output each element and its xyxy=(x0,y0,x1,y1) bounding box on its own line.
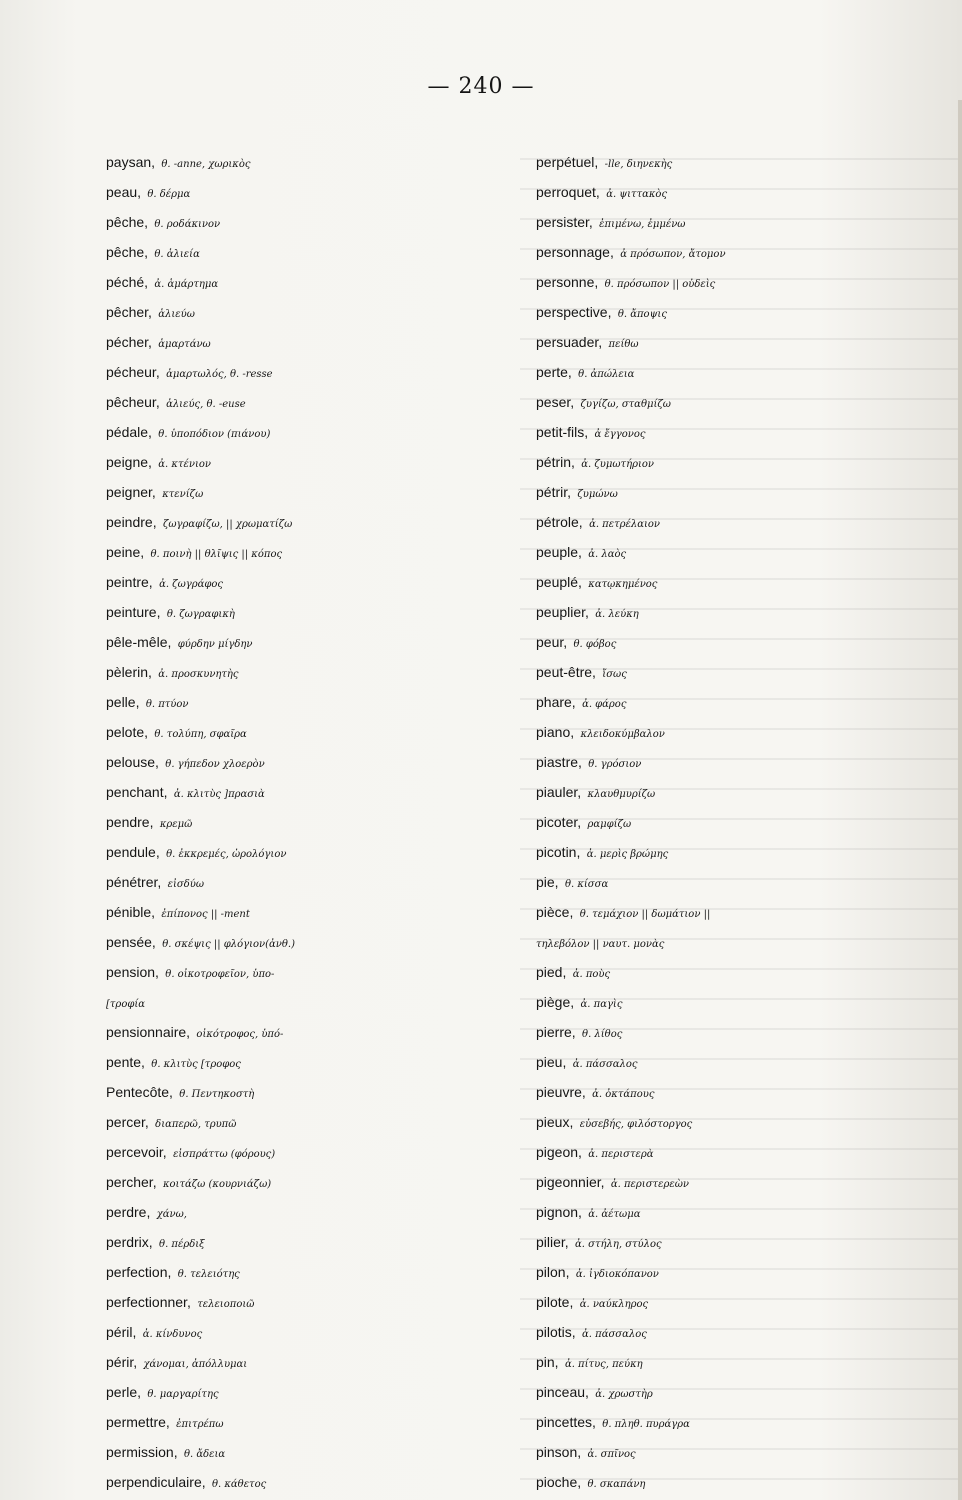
entry-definition: θ. λίθος xyxy=(582,1029,623,1040)
entry-definition: θ. Πεντηκοστὴ xyxy=(179,1089,255,1100)
entry-headword: permettre, xyxy=(106,1414,170,1430)
dictionary-entry xyxy=(536,805,956,835)
entry-headword: pendre, xyxy=(106,814,154,830)
entry-headword: picotin, xyxy=(536,844,581,860)
entry-headword: pêle-mêle, xyxy=(106,634,172,650)
dictionary-entry xyxy=(536,745,956,775)
entry-definition: θ. ἀπώλεια xyxy=(578,369,635,380)
entry-definition: ἀ. ἀέτωμα xyxy=(588,1209,641,1220)
entry-definition: ἁμαρτωλός, θ. -resse xyxy=(166,369,273,380)
dictionary-entry xyxy=(536,1345,956,1375)
dictionary-entry xyxy=(536,1255,956,1285)
entry-headword: Pentecôte, xyxy=(106,1084,173,1100)
entry-definition: ἀ. σπῖνος xyxy=(587,1449,636,1460)
entry-headword: pétrole, xyxy=(536,514,583,530)
dictionary-entry xyxy=(536,1045,956,1075)
entry-headword: pendule, xyxy=(106,844,160,860)
entry-headword: pigeonnier, xyxy=(536,1174,605,1190)
entry-headword: permission, xyxy=(106,1444,178,1460)
entry-headword: peigner, xyxy=(106,484,156,500)
entry-headword: perroquet, xyxy=(536,184,600,200)
entry-headword: perle, xyxy=(106,1384,142,1400)
entry-definition: θ. τελειότης xyxy=(177,1269,240,1280)
entry-headword: peser, xyxy=(536,394,575,410)
entry-headword: personne, xyxy=(536,274,599,290)
entry-definition: ἀ. πάσσαλος xyxy=(572,1059,638,1070)
entry-definition: θ. πληθ. πυράγρα xyxy=(602,1419,690,1430)
dictionary-entry xyxy=(106,1135,526,1165)
entry-definition: οἰκότροφος, ὑπό- xyxy=(196,1029,284,1040)
dictionary-entry xyxy=(536,235,956,265)
dictionary-entry xyxy=(536,1465,956,1495)
dictionary-entry xyxy=(536,415,956,445)
dictionary-entry xyxy=(536,925,956,955)
entry-headword: pêche, xyxy=(106,214,149,230)
entry-headword: peuplier, xyxy=(536,604,589,620)
entry-headword: piastre, xyxy=(536,754,582,770)
dictionary-entry xyxy=(536,625,956,655)
entry-headword: pétrin, xyxy=(536,454,575,470)
entry-headword: pente, xyxy=(106,1054,145,1070)
dictionary-entry xyxy=(536,835,956,865)
dictionary-entry xyxy=(106,1345,526,1375)
dictionary-entry xyxy=(106,475,526,505)
entry-definition: εἰσπράττω (φόρους) xyxy=(173,1149,276,1160)
entry-headword: péril, xyxy=(106,1324,137,1340)
entry-headword: pigeon, xyxy=(536,1144,582,1160)
entry-definition: τηλεβόλον || ναυτ. μονὰς xyxy=(536,939,665,950)
entry-headword: pédale, xyxy=(106,424,152,440)
entry-headword: pilotis, xyxy=(536,1324,576,1340)
entry-headword: perdre, xyxy=(106,1204,151,1220)
entry-headword: picoter, xyxy=(536,814,582,830)
dictionary-entry xyxy=(106,895,526,925)
dictionary-entry xyxy=(106,1465,526,1495)
entry-definition: εὐσεβής, φιλόστοργος xyxy=(579,1119,693,1130)
dictionary-entry xyxy=(536,595,956,625)
dictionary-entry xyxy=(536,355,956,385)
entry-definition: κλειδοκύμβαλον xyxy=(580,729,665,740)
entry-headword: péché, xyxy=(106,274,149,290)
entry-definition: θ. κίσσα xyxy=(564,879,609,890)
entry-definition: θ. ἄποψις xyxy=(617,309,667,320)
entry-definition: διαπερῶ, τρυπῶ xyxy=(155,1119,237,1130)
entry-headword: pension, xyxy=(106,964,159,980)
entry-headword: penchant, xyxy=(106,784,168,800)
entry-definition: ἀ. λαὸς xyxy=(588,549,627,560)
dictionary-entry xyxy=(536,1285,956,1315)
dictionary-entry xyxy=(106,535,526,565)
dictionary-entry xyxy=(106,445,526,475)
dictionary-entry xyxy=(536,685,956,715)
entry-definition: θ. ζωγραφικὴ xyxy=(166,609,235,620)
entry-definition: θ. ἄδεια xyxy=(183,1449,226,1460)
entry-definition: ἀ. ναύκληρος xyxy=(579,1299,649,1310)
entry-definition: θ. ὑποπόδιον (πιάνου) xyxy=(158,429,271,440)
entry-headword: peine, xyxy=(106,544,145,560)
dictionary-entry xyxy=(106,235,526,265)
dictionary-entry xyxy=(536,505,956,535)
dictionary-entry xyxy=(536,265,956,295)
entry-headword: peau, xyxy=(106,184,142,200)
entry-headword: pilier, xyxy=(536,1234,569,1250)
entry-headword: peigne, xyxy=(106,454,152,470)
entry-definition: θ. κλιτὺς [τροφος xyxy=(151,1059,241,1070)
dictionary-entry xyxy=(536,1135,956,1165)
dictionary-entry xyxy=(106,805,526,835)
dictionary-entry xyxy=(536,1075,956,1105)
dictionary-entry xyxy=(106,505,526,535)
entry-headword: persuader, xyxy=(536,334,603,350)
dictionary-entry xyxy=(106,355,526,385)
entry-definition: θ. σκέψις || φλόγιον(ἀνθ.) xyxy=(162,939,295,950)
entry-definition: θ. πτύον xyxy=(145,699,189,710)
entry-headword: pièce, xyxy=(536,904,574,920)
dictionary-entry xyxy=(536,445,956,475)
entry-definition: ἀ. ἁμάρτημα xyxy=(154,279,219,290)
entry-definition: χάνομαι, ἀπόλλυμαι xyxy=(143,1359,248,1370)
entry-definition: θ. ποινὴ || θλῖψις || κόπος xyxy=(150,549,283,560)
entry-headword: perte, xyxy=(536,364,572,380)
entry-definition: θ. σκαπάνη xyxy=(587,1479,646,1490)
entry-headword: pilote, xyxy=(536,1294,574,1310)
entry-definition: χάνω, xyxy=(156,1209,187,1220)
entry-definition: ἀ ἔγγονος xyxy=(594,429,646,440)
dictionary-entry xyxy=(536,325,956,355)
entry-definition: ἀ. κίνδυνος xyxy=(142,1329,203,1340)
entry-definition: ἀ. ποὺς xyxy=(572,969,611,980)
entry-headword: pêcheur, xyxy=(106,394,160,410)
dictionary-entry xyxy=(106,625,526,655)
entry-definition: ἐπιμένω, ἐμμένω xyxy=(599,219,686,230)
entry-definition: ἁλιεύω xyxy=(158,309,195,320)
entry-definition: κλαυθμυρίζω xyxy=(587,789,656,800)
dictionary-entry xyxy=(536,1375,956,1405)
entry-definition: εἰσδύω xyxy=(167,879,204,890)
entry-headword: pieuvre, xyxy=(536,1084,586,1100)
dictionary-entry xyxy=(536,985,956,1015)
entry-headword: pétrir, xyxy=(536,484,572,500)
entry-headword: pieu, xyxy=(536,1054,567,1070)
entry-definition: ἐπίπονος || -ment xyxy=(161,909,250,920)
dictionary-entry xyxy=(536,1315,956,1345)
entry-headword: perpétuel, xyxy=(536,154,599,170)
entry-headword: pinceau, xyxy=(536,1384,589,1400)
dictionary-entry xyxy=(106,1375,526,1405)
entry-definition: ἀ. πίτυς, πεύκη xyxy=(564,1359,643,1370)
entry-headword: percevoir, xyxy=(106,1144,167,1160)
entry-definition: ἁλιεύς, θ. -euse xyxy=(166,399,246,410)
entry-definition: θ. πέρδιξ xyxy=(159,1239,205,1250)
dictionary-entry xyxy=(106,685,526,715)
dictionary-entry xyxy=(106,1015,526,1045)
entry-headword: pêche, xyxy=(106,244,149,260)
entry-definition: ἀ. στήλη, στύλος xyxy=(575,1239,662,1250)
dictionary-entry xyxy=(106,205,526,235)
dictionary-entry xyxy=(536,955,956,985)
entry-definition: ζωγραφίζω, || χρωματίζω xyxy=(162,519,293,530)
entry-definition: κρεμῶ xyxy=(159,819,193,830)
entry-definition: ἀ. πάσσαλος xyxy=(582,1329,647,1340)
entry-headword: pêcher, xyxy=(106,304,152,320)
entry-definition: θ. πρόσωπον || οὐδεὶς xyxy=(604,279,716,290)
entry-headword: peindre, xyxy=(106,514,157,530)
entry-definition: ἀ πρόσωπον, ἄτομον xyxy=(620,249,726,260)
entry-definition: ἀ. ἰγδιοκόπανον xyxy=(575,1269,659,1280)
dictionary-entry xyxy=(536,1435,956,1465)
entry-headword: piège, xyxy=(536,994,575,1010)
dictionary-entry xyxy=(106,295,526,325)
entry-definition: θ. ἁλιεία xyxy=(154,249,200,260)
entry-definition: θ. τολύπη, σφαῖρα xyxy=(154,729,247,740)
dictionary-entry xyxy=(536,715,956,745)
entry-definition: [τροφία xyxy=(106,999,146,1010)
dictionary-entry xyxy=(106,145,526,175)
dictionary-entry xyxy=(106,955,526,985)
entry-definition: ἐπιτρέπω xyxy=(176,1419,224,1430)
dictionary-entry xyxy=(106,1405,526,1435)
entry-headword: petit-fils, xyxy=(536,424,589,440)
dictionary-entry xyxy=(536,1195,956,1225)
dictionary-entry xyxy=(106,415,526,445)
entry-definition: πείθω xyxy=(608,339,639,350)
dictionary-entry xyxy=(106,715,526,745)
entry-definition: θ. οἰκοτροφεῖον, ὑπο- xyxy=(165,969,275,980)
entry-definition: φύρδην μίγδην xyxy=(177,639,253,650)
entry-headword: pinson, xyxy=(536,1444,582,1460)
entry-headword: percer, xyxy=(106,1114,149,1130)
entry-headword: pilon, xyxy=(536,1264,570,1280)
dictionary-entry xyxy=(536,475,956,505)
dictionary-entry xyxy=(106,565,526,595)
dictionary-entry xyxy=(536,655,956,685)
entry-headword: paysan, xyxy=(106,154,156,170)
dictionary-entry xyxy=(106,925,526,955)
dictionary-entry xyxy=(106,985,526,1015)
entry-headword: peur, xyxy=(536,634,568,650)
entry-headword: perdrix, xyxy=(106,1234,153,1250)
entry-definition: κτενίζω xyxy=(162,489,204,500)
entry-definition: θ. -anne, χωρικὸς xyxy=(161,159,251,170)
entry-headword: pin, xyxy=(536,1354,559,1370)
entry-definition: ραμφίζω xyxy=(587,819,632,830)
dictionary-entry xyxy=(106,1285,526,1315)
dictionary-entry xyxy=(106,1435,526,1465)
entry-headword: phare, xyxy=(536,694,576,710)
right-column xyxy=(536,145,956,1495)
dictionary-entry xyxy=(536,865,956,895)
dictionary-entry xyxy=(536,1105,956,1135)
dictionary-entry xyxy=(536,775,956,805)
dictionary-entry xyxy=(106,325,526,355)
dictionary-entry xyxy=(106,1315,526,1345)
dictionary-entry xyxy=(536,205,956,235)
entry-headword: perpendiculaire, xyxy=(106,1474,206,1490)
entry-headword: pieux, xyxy=(536,1114,574,1130)
entry-definition: θ. δέρμα xyxy=(147,189,191,200)
dictionary-entry xyxy=(106,655,526,685)
dictionary-entry xyxy=(106,265,526,295)
entry-headword: perfectionner, xyxy=(106,1294,191,1310)
dictionary-entry xyxy=(536,565,956,595)
entry-definition: ἀ. περιστερεὼν xyxy=(610,1179,689,1190)
entry-headword: pénible, xyxy=(106,904,156,920)
entry-headword: percher, xyxy=(106,1174,157,1190)
entry-headword: pelote, xyxy=(106,724,149,740)
entry-definition: κοιτάζω (κουρνιάζω) xyxy=(162,1179,272,1190)
entry-headword: pioche, xyxy=(536,1474,582,1490)
entry-definition: τελειοποιῶ xyxy=(197,1299,255,1310)
dictionary-entry xyxy=(106,1045,526,1075)
entry-definition: ἀ. προσκυνητὴς xyxy=(158,669,239,680)
dictionary-entry xyxy=(106,385,526,415)
dictionary-entry xyxy=(536,535,956,565)
entry-headword: pelle, xyxy=(106,694,140,710)
entry-headword: personnage, xyxy=(536,244,614,260)
entry-definition: ἀ. φάρος xyxy=(582,699,627,710)
dictionary-entry xyxy=(536,895,956,925)
dictionary-entry xyxy=(106,1225,526,1255)
entry-headword: pelouse, xyxy=(106,754,159,770)
entry-headword: pensionnaire, xyxy=(106,1024,191,1040)
entry-headword: pensée, xyxy=(106,934,156,950)
entry-headword: perspective, xyxy=(536,304,612,320)
entry-headword: pignon, xyxy=(536,1204,582,1220)
entry-definition: -lle, διηνεκὴς xyxy=(604,159,673,170)
entry-headword: peuplé, xyxy=(536,574,582,590)
entry-definition: ἀ. ζυμωτήριον xyxy=(581,459,654,470)
entry-definition: κατῳκημένος xyxy=(588,579,658,590)
entry-definition: θ. γρόσιον xyxy=(588,759,642,770)
dictionary-entry xyxy=(106,595,526,625)
entry-headword: pénétrer, xyxy=(106,874,162,890)
entry-definition: θ. τεμάχιον || δωμάτιον || xyxy=(579,909,711,920)
dictionary-entry xyxy=(106,1255,526,1285)
dictionary-entry xyxy=(106,1195,526,1225)
entry-headword: persister, xyxy=(536,214,593,230)
dictionary-entry xyxy=(536,1015,956,1045)
entry-headword: périr, xyxy=(106,1354,138,1370)
dictionary-entry xyxy=(106,835,526,865)
entry-definition: ζυμώνω xyxy=(577,489,618,500)
dictionary-entry xyxy=(106,1165,526,1195)
entry-headword: pierre, xyxy=(536,1024,576,1040)
dictionary-entry xyxy=(536,1165,956,1195)
entry-definition: ἴσως xyxy=(602,669,627,680)
dictionary-entry xyxy=(106,1075,526,1105)
entry-headword: pincettes, xyxy=(536,1414,596,1430)
entry-definition: ἀ. μερὶς βρώμης xyxy=(586,849,669,860)
entry-headword: peut-être, xyxy=(536,664,596,680)
entry-definition: ἁμαρτάνω xyxy=(158,339,211,350)
entry-headword: peintre, xyxy=(106,574,153,590)
entry-definition: θ. κάθετος xyxy=(211,1479,267,1490)
dictionary-entry xyxy=(536,1225,956,1255)
entry-definition: θ. ἐκκρεμές, ὡρολόγιον xyxy=(166,849,287,860)
entry-definition: ἀ. λεύκη xyxy=(595,609,639,620)
entry-definition: ἀ. πετρέλαιον xyxy=(589,519,660,530)
entry-definition: ἀ. κτένιον xyxy=(158,459,211,470)
entry-headword: perfection, xyxy=(106,1264,172,1280)
entry-headword: pie, xyxy=(536,874,559,890)
entry-definition: ἀ. χρωστὴρ xyxy=(595,1389,653,1400)
dictionary-entry xyxy=(106,865,526,895)
entry-headword: piano, xyxy=(536,724,575,740)
dictionary-entry xyxy=(536,295,956,325)
dictionary-entry xyxy=(106,1105,526,1135)
entry-headword: pèlerin, xyxy=(106,664,152,680)
left-column xyxy=(106,145,526,1495)
entry-definition: ἀ. περιστερὰ xyxy=(588,1149,654,1160)
dictionary-entry xyxy=(106,745,526,775)
dictionary-entry xyxy=(106,175,526,205)
entry-headword: peinture, xyxy=(106,604,161,620)
dictionary-entry xyxy=(536,145,956,175)
entry-definition: θ. γήπεδον χλοερὸν xyxy=(165,759,265,770)
entry-definition: θ. ροδάκινον xyxy=(154,219,221,230)
entry-headword: pied, xyxy=(536,964,567,980)
entry-definition: θ. μαργαρίτης xyxy=(147,1389,219,1400)
entry-definition: ζυγίζω, σταθμίζω xyxy=(580,399,671,410)
entry-headword: peuple, xyxy=(536,544,582,560)
entry-definition: ἀ. κλιτὺς ]πρασιὰ xyxy=(173,789,265,800)
entry-headword: pécher, xyxy=(106,334,152,350)
entry-headword: pécheur, xyxy=(106,364,160,380)
dictionary-entry xyxy=(536,385,956,415)
entry-definition: ἀ. ψιττακὸς xyxy=(606,189,668,200)
entry-definition: ἀ. ζωγράφος xyxy=(159,579,223,590)
entry-headword: piauler, xyxy=(536,784,582,800)
entry-definition: ἀ. ὀκτάπους xyxy=(592,1089,655,1100)
page-edge xyxy=(958,100,962,1500)
dictionary-entry xyxy=(536,175,956,205)
dictionary-entry xyxy=(536,1405,956,1435)
entry-definition: ἀ. παγὶς xyxy=(580,999,623,1010)
entry-definition: θ. φόβος xyxy=(573,639,617,650)
dictionary-entry xyxy=(106,775,526,805)
page-number: — 240 — xyxy=(427,74,535,99)
